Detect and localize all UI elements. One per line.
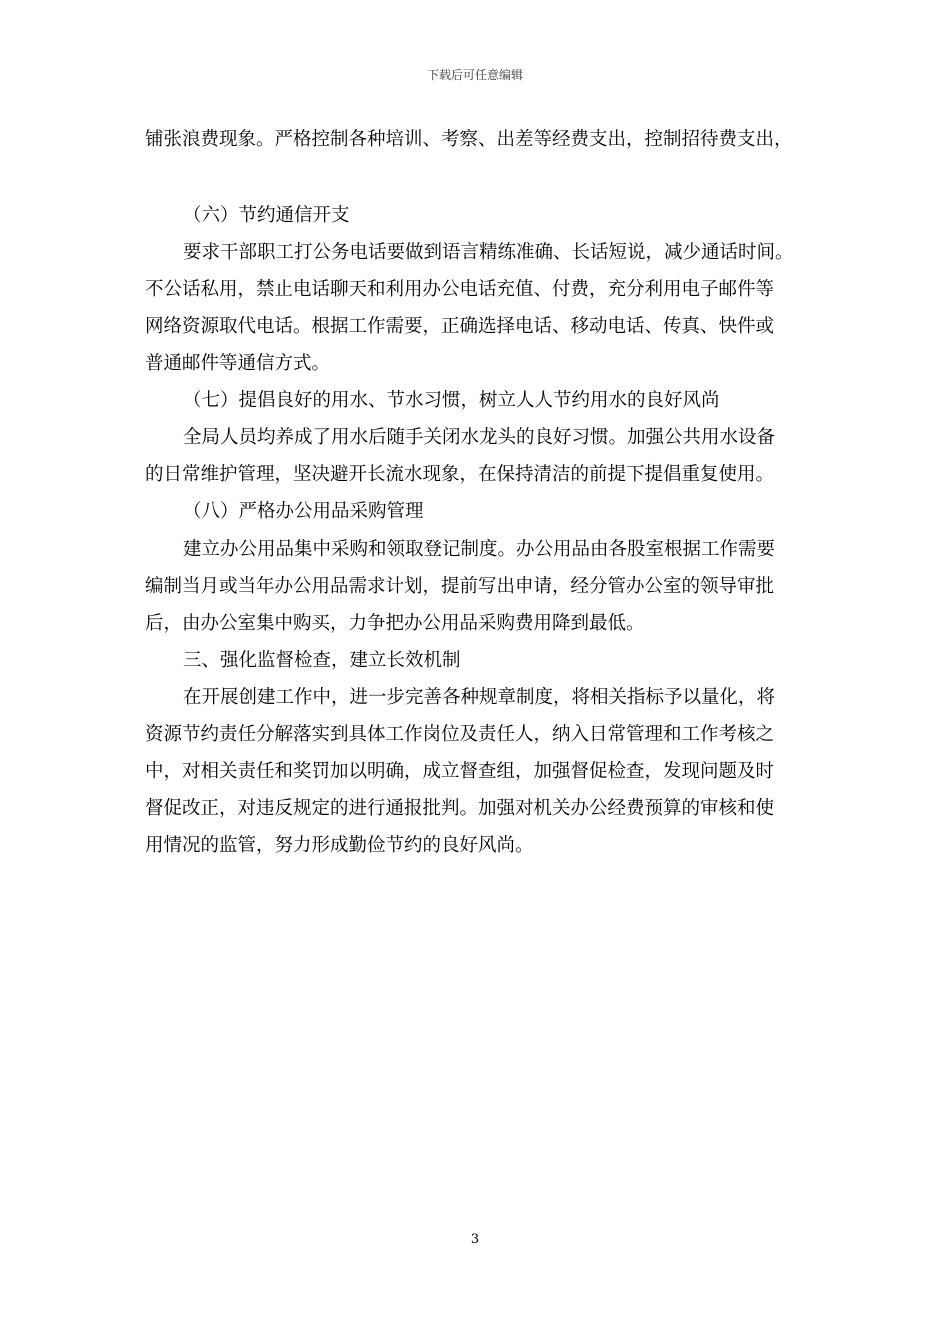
- body-line: 的日常维护管理，坚决避开长流水现象，在保持清洁的前提下提倡重复使用。: [145, 464, 775, 485]
- body-line: 建立办公用品集中采购和领取登记制度。办公用品由各股室根据工作需要: [183, 539, 776, 560]
- section-heading: （六）节约通信开支: [183, 205, 350, 226]
- body-line: 督促改正，对违反规定的进行通报批判。加强对机关办公经费预算的审核和使: [145, 798, 775, 819]
- section-heading: （八）严格办公用品采购管理: [183, 501, 424, 522]
- body-line: 用情况的监管，努力形成勤俭节约的良好风尚。: [145, 835, 534, 856]
- body-line: 要求干部职工打公务电话要做到语言精练准确、长话短说，减少通话时间。: [183, 242, 794, 263]
- section-heading: （七）提倡良好的用水、节水习惯，树立人人节约用水的良好风尚: [183, 390, 720, 411]
- body-line: 在开展创建工作中，进一步完善各种规章制度，将相关指标予以量化，将: [183, 687, 776, 708]
- body-line: 网络资源取代电话。根据工作需要，正确选择电话、移动电话、传真、快件或: [145, 316, 775, 337]
- section-heading: 三、强化监督检查，建立长效机制: [183, 650, 461, 671]
- body-line: 普通邮件等通信方式。: [145, 353, 331, 374]
- body-line: 编制当月或当年办公用品需求计划，提前写出申请，经分管办公室的领导审批: [145, 576, 775, 597]
- page-header: 下载后可任意编辑: [426, 68, 523, 82]
- body-line: 全局人员均养成了用水后随手关闭水龙头的良好习惯。加强公共用水设备: [183, 427, 776, 448]
- body-line: 资源节约责任分解落实到具体工作岗位及责任人，纳入日常管理和工作考核之: [145, 724, 775, 745]
- body-line: 后，由办公室集中购买，力争把办公用品采购费用降到最低。: [145, 613, 645, 634]
- body-line: 中，对相关责任和奖罚加以明确，成立督查组，加强督促检查，发现问题及时: [145, 761, 775, 782]
- page-number: 3: [470, 1232, 480, 1247]
- body-line: 铺张浪费现象。严格控制各种培训、考察、出差等经费支出，控制招待费支出，: [145, 129, 793, 150]
- body-line: 不公话私用，禁止电话聊天和利用办公电话充值、付费，充分利用电子邮件等: [145, 279, 775, 300]
